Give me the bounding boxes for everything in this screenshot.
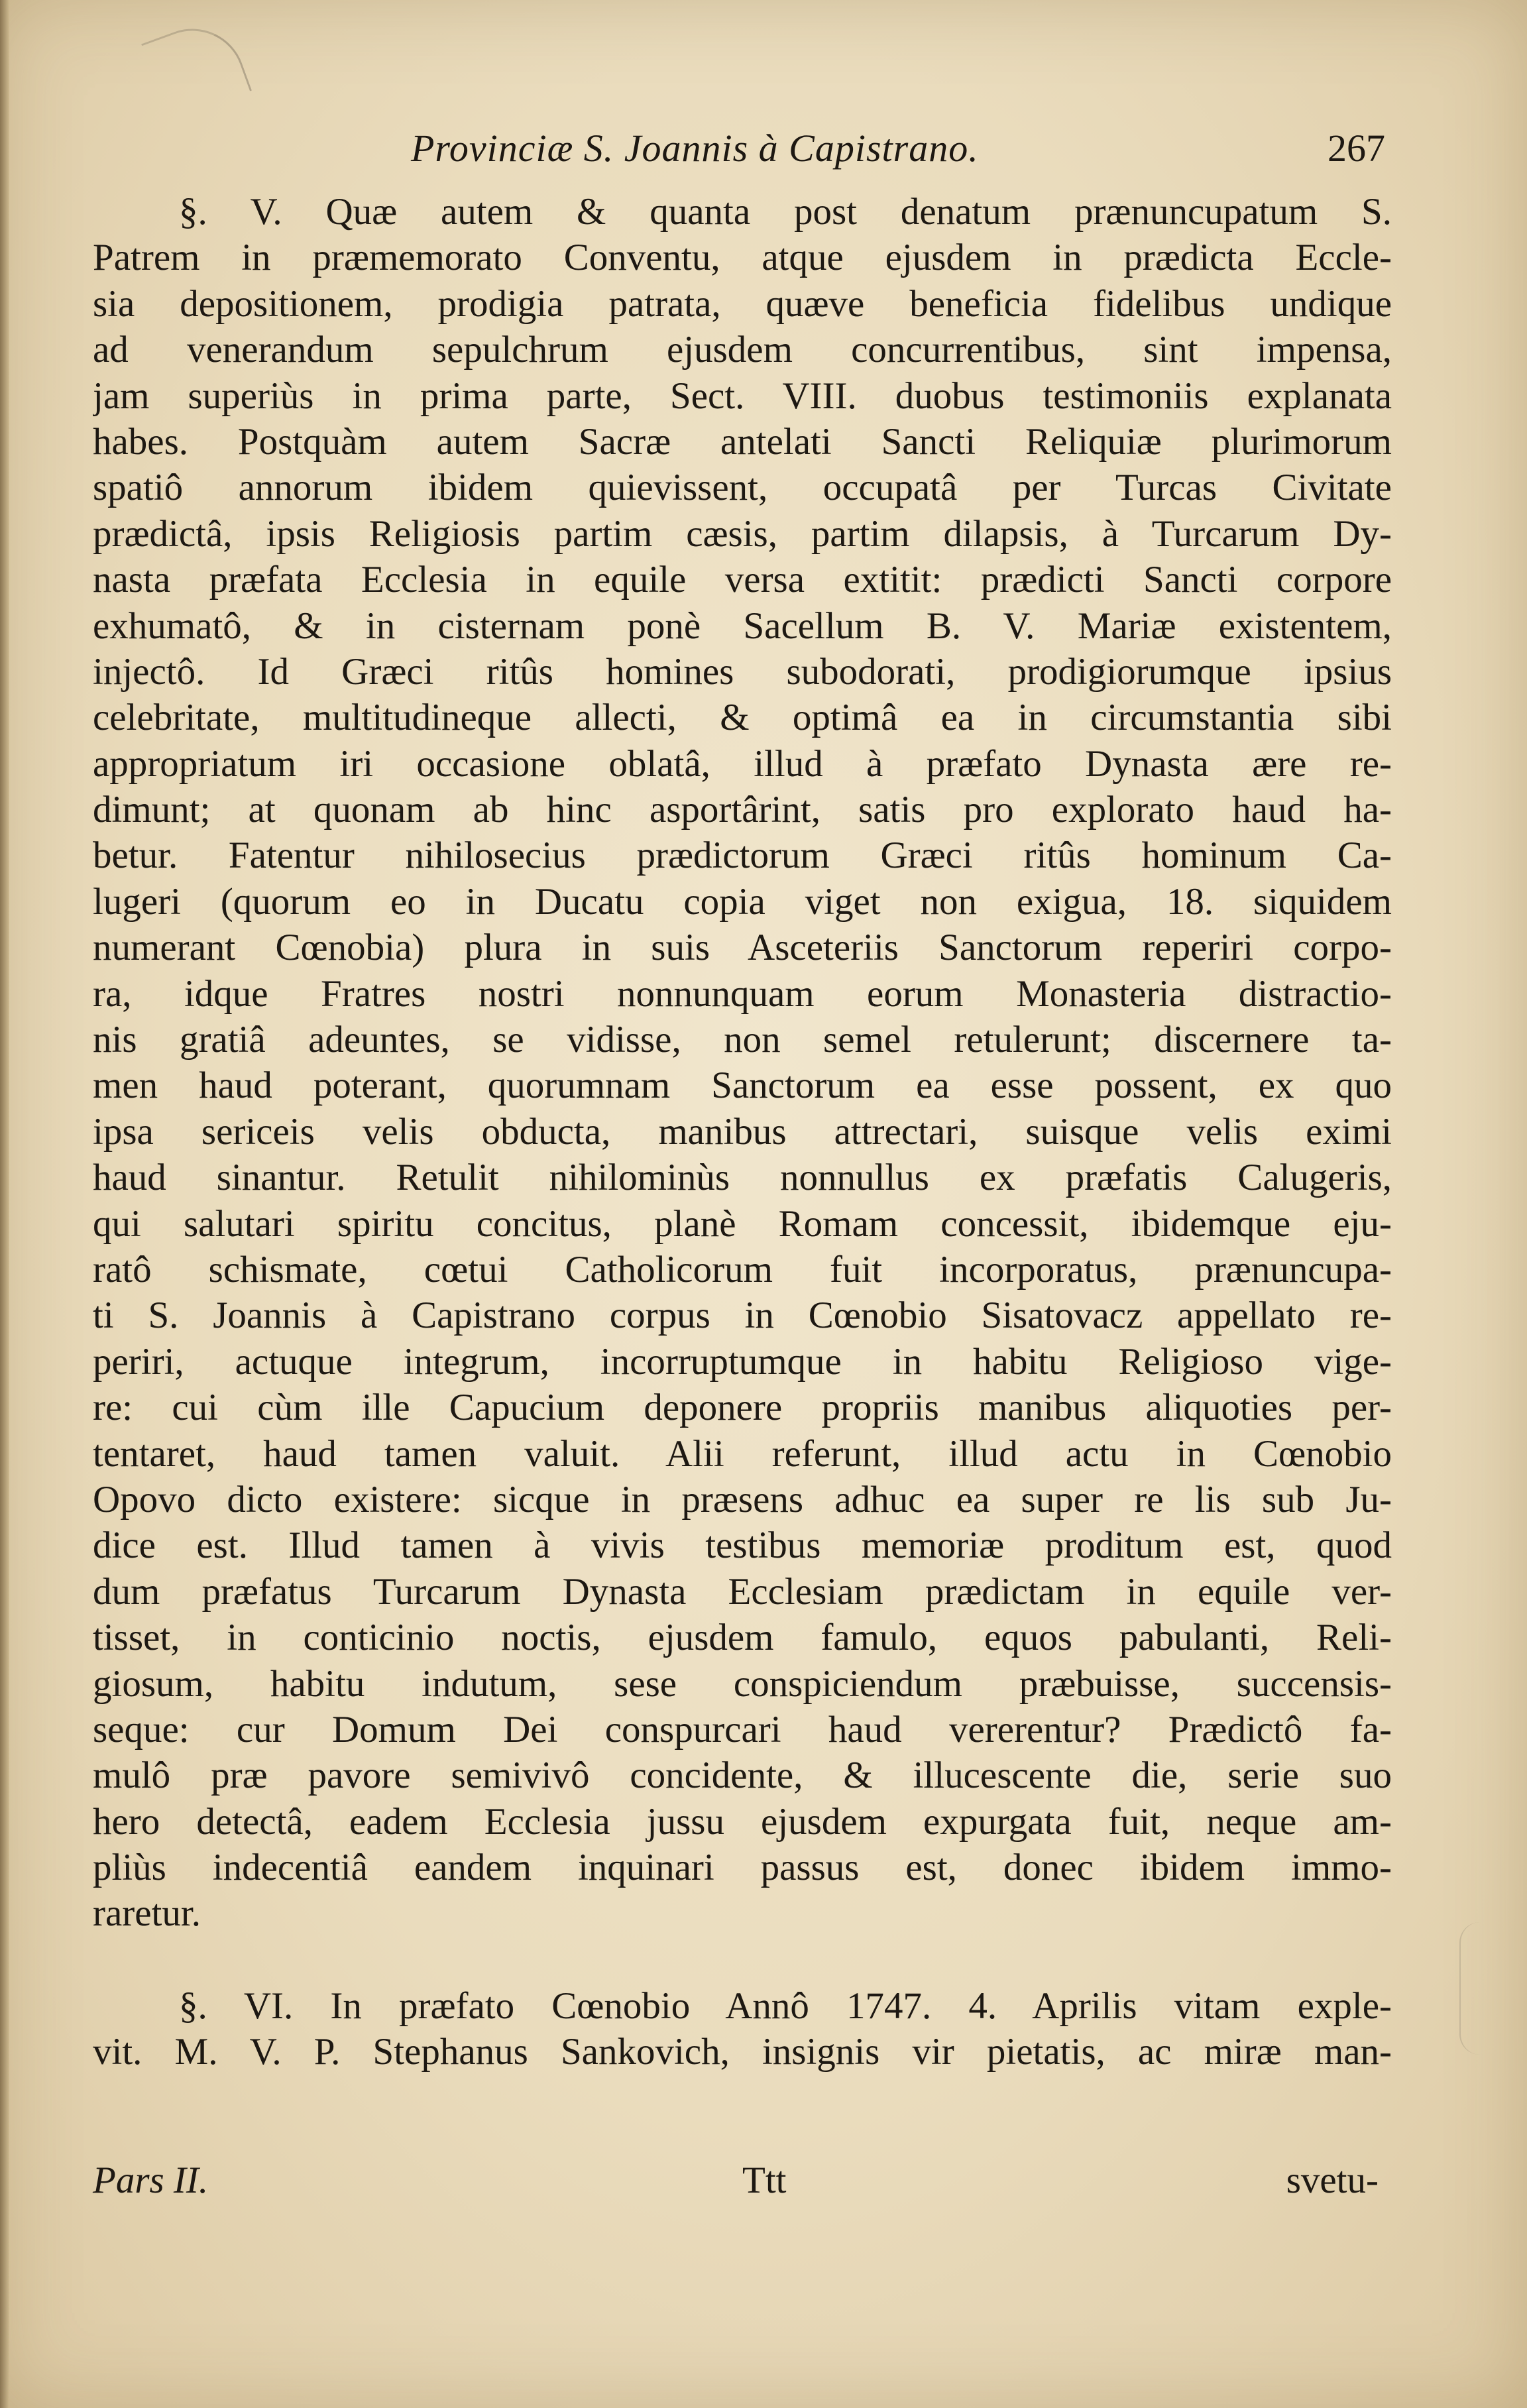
text-line: Opovo dicto existere: sicque in præsens adhuc ea super re lis sub Ju- bbox=[93, 1478, 1392, 1520]
text-line: tentaret, haud tamen valuit. Alii referunt, illud actu in Cœnobio bbox=[93, 1432, 1392, 1475]
text-line: betur. Fatentur nihilosecius prædictorum Græci ritûs hominum Ca- bbox=[93, 834, 1392, 877]
running-head bbox=[93, 126, 1392, 186]
text-line: celebritate, multitudineque allecti, & optimâ ea in circumstantia sibi bbox=[93, 697, 1392, 739]
margin-mark bbox=[1459, 1922, 1500, 2055]
text-line: mulô præ pavore semivivô concidente, & illucescente die, serie suo bbox=[93, 1754, 1392, 1797]
text-line: ratô schismate, cœtui Catholicorum fuit incorporatus, prænuncupa- bbox=[93, 1248, 1392, 1290]
text-line: periri, actuque integrum, incorruptumque in habitu Religioso vige- bbox=[93, 1340, 1392, 1383]
text-line: Patrem in præmemorato Conventu, atque ejusdem in prædicta Eccle- bbox=[93, 237, 1392, 279]
catchword: svetu- bbox=[1286, 2159, 1379, 2201]
text-line: §. V. Quæ autem & quanta post denatum prænuncupatum S. bbox=[179, 191, 1392, 233]
text-line: haud sinantur. Retulit nihilominùs nonnullus ex præfatis Calugeris, bbox=[93, 1157, 1392, 1199]
text-line: numerant Cœnobia) plura in suis Asceteriis Sanctorum reperiri corpo- bbox=[93, 927, 1392, 969]
text-line: appropriatum iri occasione oblatâ, illud à præfato Dynasta ære re- bbox=[93, 742, 1392, 785]
text-line: nis gratiâ adeuntes, se vidisse, non semel retulerunt; discernere ta- bbox=[93, 1019, 1392, 1061]
text-line: men haud poterant, quorumnam Sanctorum ea esse possent, ex quo bbox=[93, 1064, 1392, 1107]
page-stain bbox=[141, 14, 252, 121]
text-line: qui salutari spiritu concitus, planè Romam concessit, ibidemque eju- bbox=[93, 1202, 1392, 1245]
text-line: seque: cur Domum Dei conspurcari haud vererentur? Prædictô fa- bbox=[93, 1708, 1392, 1750]
text-line: sia depositionem, prodigia patrata, quæve beneficia fidelibus undique bbox=[93, 282, 1392, 325]
text-line: dum præfatus Turcarum Dynasta Ecclesiam prædictam in equile ver- bbox=[93, 1570, 1392, 1613]
text-line: tisset, in conticinio noctis, ejusdem famulo, equos pabulanti, Reli- bbox=[93, 1617, 1392, 1659]
text-line: prædictâ, ipsis Religiosis partim cæsis, partim dilapsis, à Turcarum Dy- bbox=[93, 512, 1392, 555]
signature-mark: Ttt bbox=[742, 2159, 787, 2201]
text-line: habes. Postquàm autem Sacræ antelati Sancti Reliquiæ plurimorum bbox=[93, 420, 1392, 463]
page-footer bbox=[93, 2157, 1392, 2204]
text-line: giosum, habitu indutum, sese conspiciendum præbuisse, succensis- bbox=[93, 1662, 1392, 1705]
text-line: exhumatô, & in cisternam ponè Sacellum B. V. Mariæ existentem, bbox=[93, 604, 1392, 647]
text-line: lugeri (quorum eo in Ducatu copia viget non exigua, 18. siquidem bbox=[93, 880, 1392, 923]
text-line: nasta præfata Ecclesia in equile versa extitit: prædicti Sancti corpore bbox=[93, 559, 1392, 601]
text-line: dimunt; at quonam ab hinc asportârint, satis pro explorato haud ha- bbox=[93, 789, 1392, 831]
body-text bbox=[93, 189, 1392, 2075]
text-line: §. VI. In præfato Cœnobio Annô 1747. 4. Aprilis vitam exple- bbox=[179, 1984, 1392, 2027]
text-line: ti S. Joannis à Capistrano corpus in Cœnobio Sisatovacz appellato re- bbox=[93, 1294, 1392, 1337]
running-title: Provinciæ S. Joannis à Capistrano. bbox=[411, 127, 979, 170]
text-line: dice est. Illud tamen à vivis testibus memoriæ proditum est, quod bbox=[93, 1524, 1392, 1567]
text-line: ra, idque Fratres nostri nonnunquam eorum Monasteria distractio- bbox=[93, 972, 1392, 1015]
text-line: spatiô annorum ibidem quievissent, occupatâ per Turcas Civitate bbox=[93, 467, 1392, 509]
text-line: re: cui cùm ille Capucium deponere propriis manibus aliquoties per- bbox=[93, 1387, 1392, 1429]
text-line: hero detectâ, eadem Ecclesia jussu ejusdem expurgata fuit, neque am- bbox=[93, 1800, 1392, 1843]
text-line: ipsa sericeis velis obducta, manibus attrectari, suisque velis eximi bbox=[93, 1110, 1392, 1153]
text-line: vit. M. V. P. Stephanus Sankovich, insignis vir pietatis, ac miræ man- bbox=[93, 2031, 1392, 2073]
text-line: ad venerandum sepulchrum ejusdem concurrentibus, sint impensa, bbox=[93, 329, 1392, 371]
part-label: Pars II. bbox=[93, 2159, 209, 2201]
text-line: jam superiùs in prima parte, Sect. VIII. duobus testimoniis explanata bbox=[93, 374, 1392, 417]
text-line: pliùs indecentiâ eandem inquinari passus est, donec ibidem immo- bbox=[93, 1847, 1392, 1889]
page-number: 267 bbox=[1328, 127, 1385, 170]
text-line: injectô. Id Græci ritûs homines subodorati, prodigiorumque ipsius bbox=[93, 650, 1392, 693]
text-line: raretur. bbox=[93, 1892, 201, 1935]
page-edge bbox=[0, 0, 9, 2408]
